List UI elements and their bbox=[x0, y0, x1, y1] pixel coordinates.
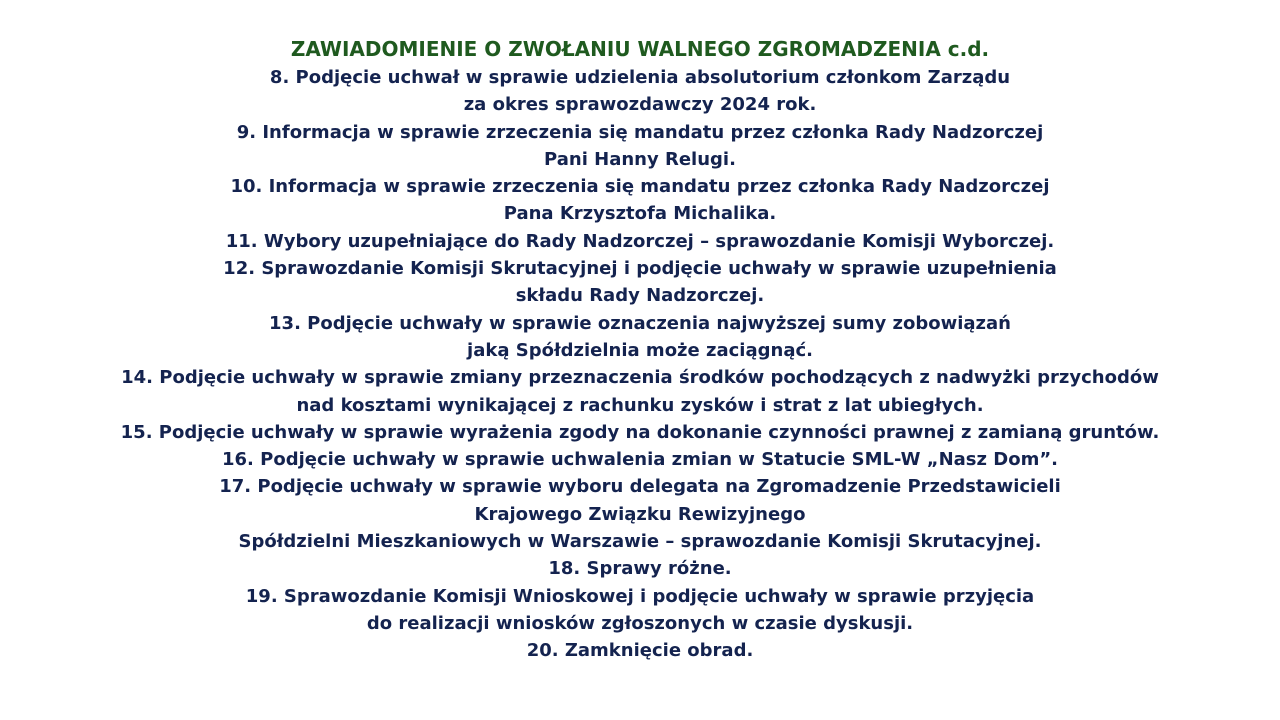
agenda-line: 11. Wybory uzupełniające do Rady Nadzorczej – sprawozdanie Komisji Wyborczej. bbox=[225, 230, 1055, 252]
agenda-line: nad kosztami wynikającej z rachunku zysków i strat z lat ubiegłych. bbox=[296, 394, 984, 416]
agenda-line: 12. Sprawozdanie Komisji Skrutacyjnej i podjęcie uchwały w sprawie uzupełnienia bbox=[223, 258, 1057, 280]
agenda-line: 13. Podjęcie uchwały w sprawie oznaczenia najwyższej sumy zobowiązań bbox=[269, 312, 1011, 334]
agenda-line: 10. Informacja w sprawie zrzeczenia się mandatu przez członka Rady Nadzorczej bbox=[230, 176, 1050, 198]
agenda-line: 19. Sprawozdanie Komisji Wnioskowej i podjęcie uchwały w sprawie przyjęcia bbox=[245, 585, 1035, 607]
agenda-line: jaką Spółdzielnia może zaciągnąć. bbox=[467, 339, 813, 361]
agenda-line: składu Rady Nadzorczej. bbox=[515, 285, 765, 307]
agenda-line: do realizacji wniosków zgłoszonych w czasie dyskusji. bbox=[366, 612, 914, 634]
agenda-line: Pana Krzysztofa Michalika. bbox=[503, 203, 777, 225]
notice-title: ZAWIADOMIENIE O ZWOŁANIU WALNEGO ZGROMADZENIA c.d. bbox=[290, 37, 990, 61]
agenda-line: 20. Zamknięcie obrad. bbox=[526, 640, 754, 662]
meeting-notice bbox=[0, 34, 1280, 665]
agenda-line: 16. Podjęcie uchwały w sprawie uchwalenia zmian w Statucie SML-W „Nasz Dom”. bbox=[221, 449, 1058, 471]
agenda-line: 15. Podjęcie uchwały w sprawie wyrażenia zgody na dokonanie czynności prawnej z zamianą gruntów. bbox=[120, 421, 1160, 443]
agenda-line: Pani Hanny Relugi. bbox=[544, 148, 736, 170]
agenda-line: 17. Podjęcie uchwały w sprawie wyboru delegata na Zgromadzenie Przedstawicieli bbox=[219, 476, 1061, 498]
agenda-line: 14. Podjęcie uchwały w sprawie zmiany przeznaczenia środków pochodzących z nadwyżki przychodów bbox=[121, 367, 1159, 389]
agenda-line: 18. Sprawy różne. bbox=[548, 558, 732, 580]
agenda-line: 9. Informacja w sprawie zrzeczenia się mandatu przez członka Rady Nadzorczej bbox=[236, 121, 1044, 143]
agenda-line: 8. Podjęcie uchwał w sprawie udzielenia absolutorium członkom Zarządu bbox=[269, 67, 1011, 88]
agenda-line: Krajowego Związku Rewizyjnego bbox=[474, 503, 806, 525]
agenda-line: za okres sprawozdawczy 2024 rok. bbox=[463, 94, 817, 116]
agenda-line: Spółdzielni Mieszkaniowych w Warszawie – sprawozdanie Komisji Skrutacyjnej. bbox=[238, 531, 1042, 553]
